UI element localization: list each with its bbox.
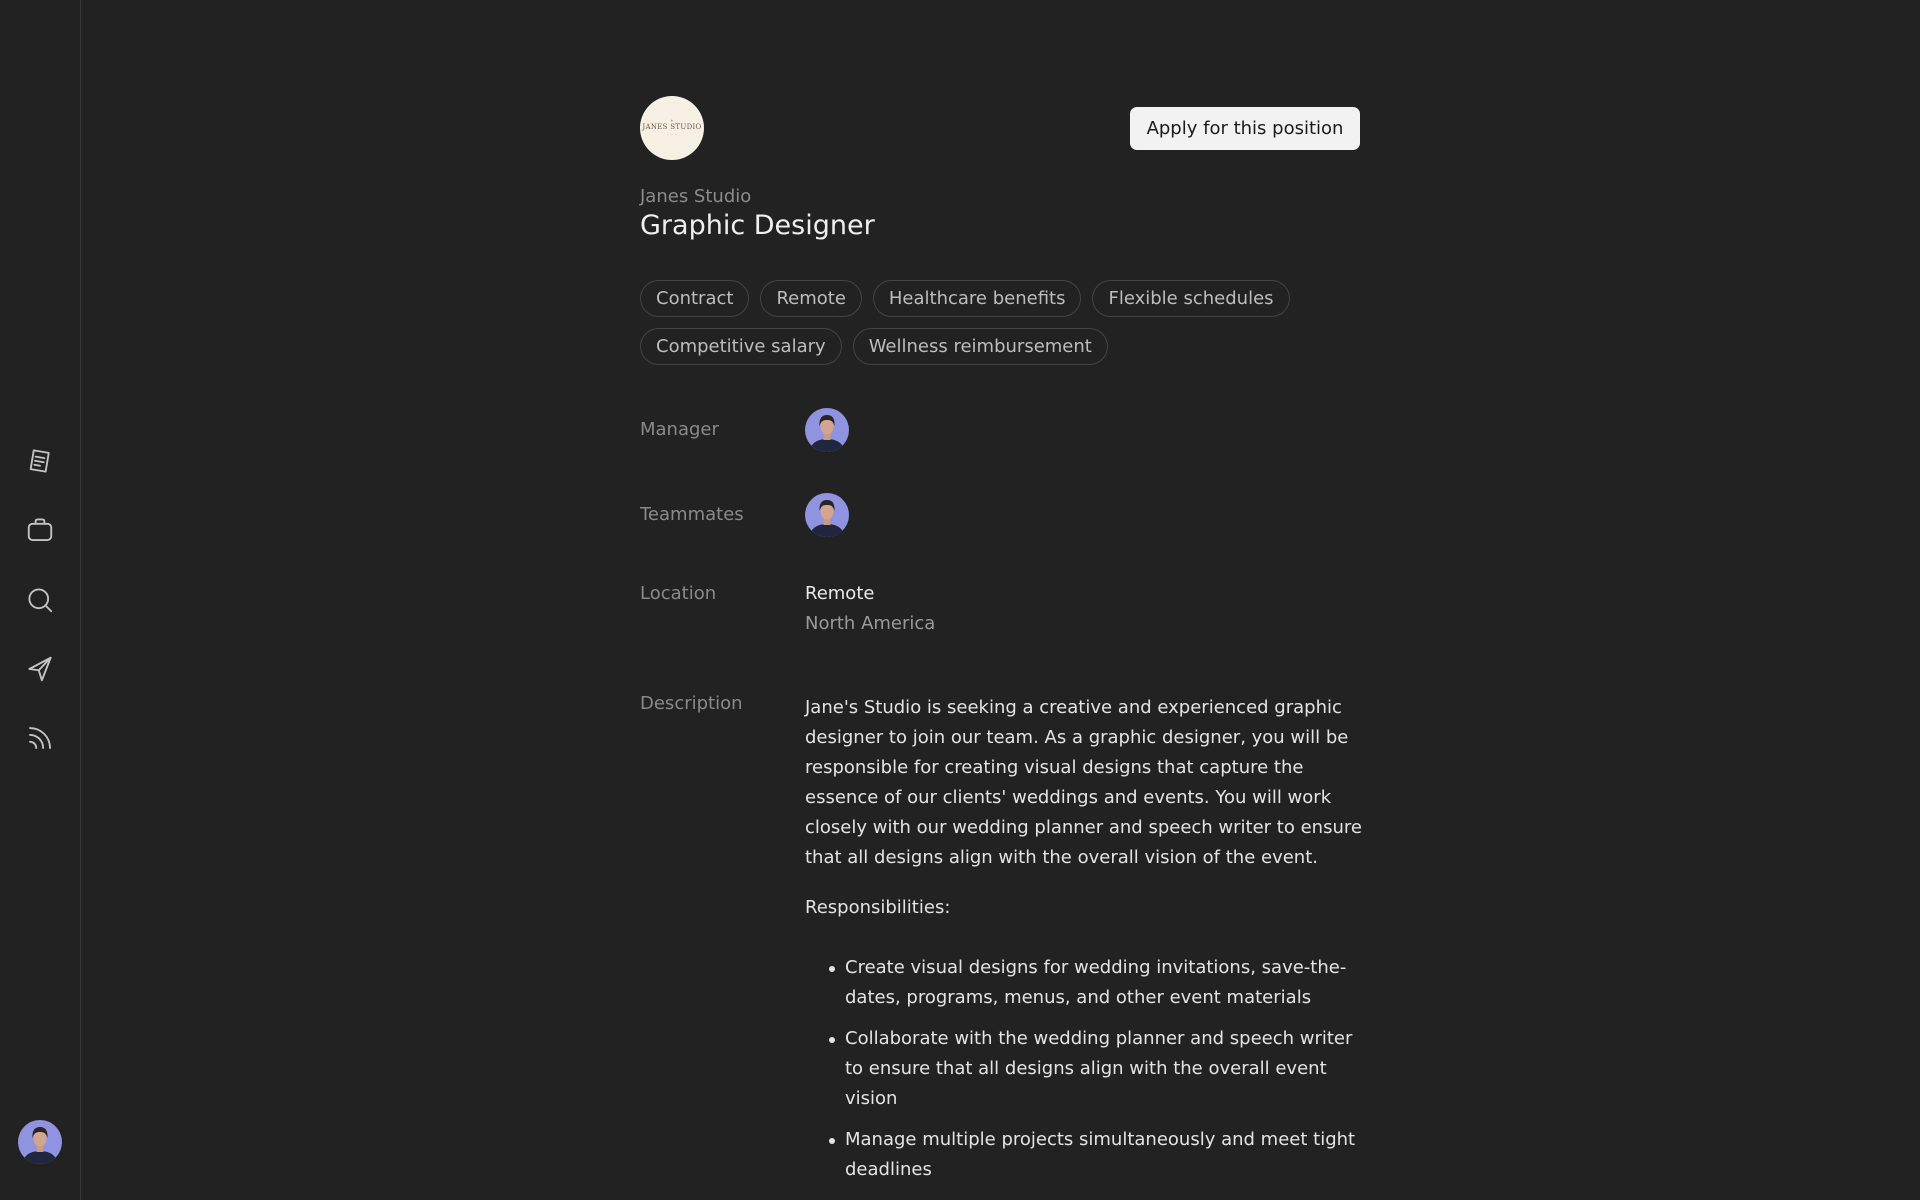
teammate-avatar[interactable]: [805, 493, 849, 537]
tag-flexible-schedules: Flexible schedules: [1092, 280, 1289, 317]
tag-healthcare-benefits: Healthcare benefits: [873, 280, 1082, 317]
teammates-label: Teammates: [640, 504, 744, 525]
apply-button[interactable]: Apply for this position: [1130, 107, 1360, 150]
location-region: North America: [805, 613, 936, 634]
tag-contract: Contract: [640, 280, 749, 317]
tag-competitive-salary: Competitive salary: [640, 328, 842, 365]
job-title: Graphic Designer: [640, 210, 875, 241]
description-intro: Jane's Studio is seeking a creative and experienced graphic designer to join our team. As a graphic designer, you will be responsible for creating visual designs that capture the essence of our clients' weddings and events. You will work closely with our wedding planner and speech writer to ensure that all designs align with the overall vision of the event.: [805, 697, 1362, 868]
user-avatar[interactable]: [18, 1120, 62, 1164]
company-logo: ✦ JANES STUDIO ~ ~ ~: [640, 96, 704, 160]
responsibilities-list: [805, 953, 1365, 1185]
location-value: Remote: [805, 583, 875, 604]
search-icon[interactable]: [24, 584, 56, 616]
tag-remote: Remote: [760, 280, 861, 317]
sidebar: [0, 0, 81, 1200]
description-label: Description: [640, 693, 743, 714]
manager-label: Manager: [640, 419, 719, 440]
tag-list: [640, 280, 1360, 365]
send-icon[interactable]: [24, 653, 56, 685]
description-body: [805, 693, 1365, 1196]
manager-avatar[interactable]: [805, 408, 849, 452]
responsibilities-heading: Responsibilities:: [805, 897, 951, 918]
list-item: Collaborate with the wedding planner and speech writer to ensure that all designs align with the overall event vision: [805, 1024, 1365, 1114]
briefcase-icon[interactable]: [24, 514, 56, 546]
location-label: Location: [640, 583, 717, 604]
company-name[interactable]: Janes Studio: [640, 186, 752, 207]
rss-icon[interactable]: [24, 722, 56, 754]
tag-wellness-reimbursement: Wellness reimbursement: [853, 328, 1108, 365]
list-item: Manage multiple projects simultaneously and meet tight deadlines: [805, 1125, 1365, 1185]
list-item: Create visual designs for wedding invitations, save-the-dates, programs, menus, and other event materials: [805, 953, 1365, 1013]
document-icon[interactable]: [24, 445, 56, 477]
